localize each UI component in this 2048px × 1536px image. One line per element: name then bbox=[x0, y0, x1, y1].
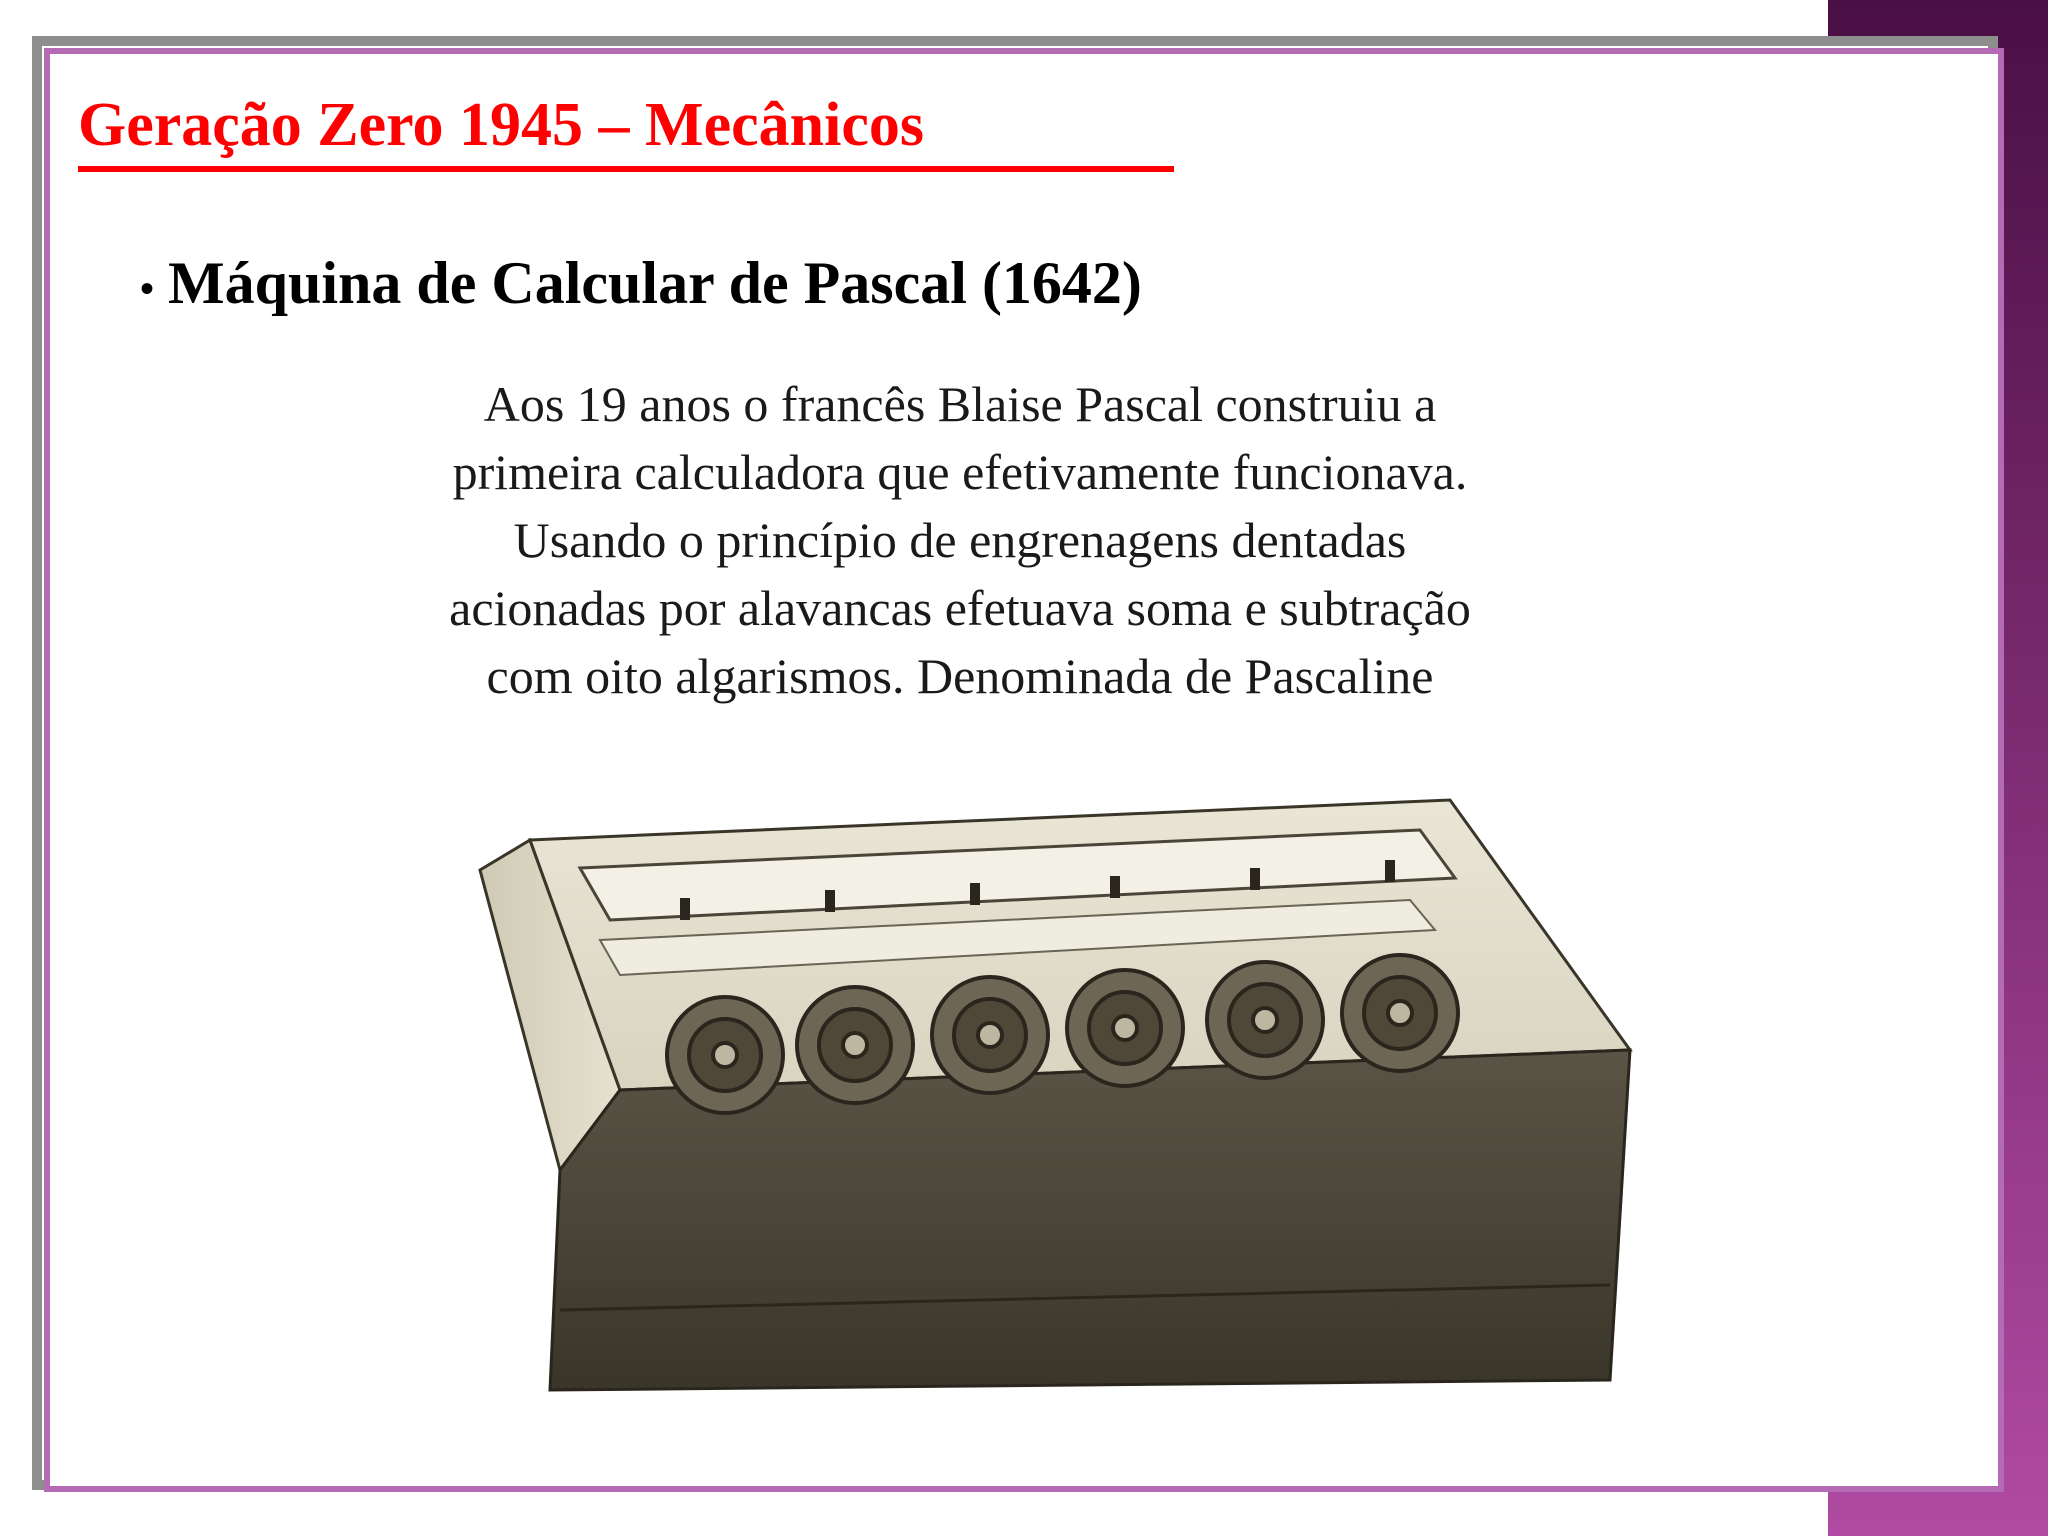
calculator-wheel-4 bbox=[1067, 970, 1183, 1086]
pascaline-calculator-photo bbox=[460, 790, 1640, 1400]
calculator-wheel-5 bbox=[1207, 962, 1323, 1078]
body-line: primeira calculadora que efetivamente funcionava. bbox=[452, 444, 1468, 500]
slide-title: Geração Zero 1945 – Mecânicos bbox=[78, 91, 924, 159]
calculator-wheel-3 bbox=[932, 977, 1048, 1093]
title-underline bbox=[78, 166, 1174, 172]
body-line: acionadas por alavancas efetuava soma e subtração bbox=[449, 580, 1471, 636]
body-line: Usando o princípio de engrenagens dentadas bbox=[513, 512, 1407, 568]
calculator-wheel-2 bbox=[797, 987, 913, 1103]
body-line: Aos 19 anos o francês Blaise Pascal construiu a bbox=[483, 376, 1437, 432]
calculator-wheel-6 bbox=[1342, 955, 1458, 1071]
bullet-item bbox=[140, 248, 1142, 318]
body-line: com oito algarismos. Denominada de Pascaline bbox=[486, 648, 1434, 704]
calculator-wheel-1 bbox=[667, 997, 783, 1113]
bullet-dot-icon: • bbox=[140, 266, 155, 311]
bullet-text: Máquina de Calcular de Pascal (1642) bbox=[168, 250, 1142, 316]
body-paragraph bbox=[360, 370, 1560, 710]
